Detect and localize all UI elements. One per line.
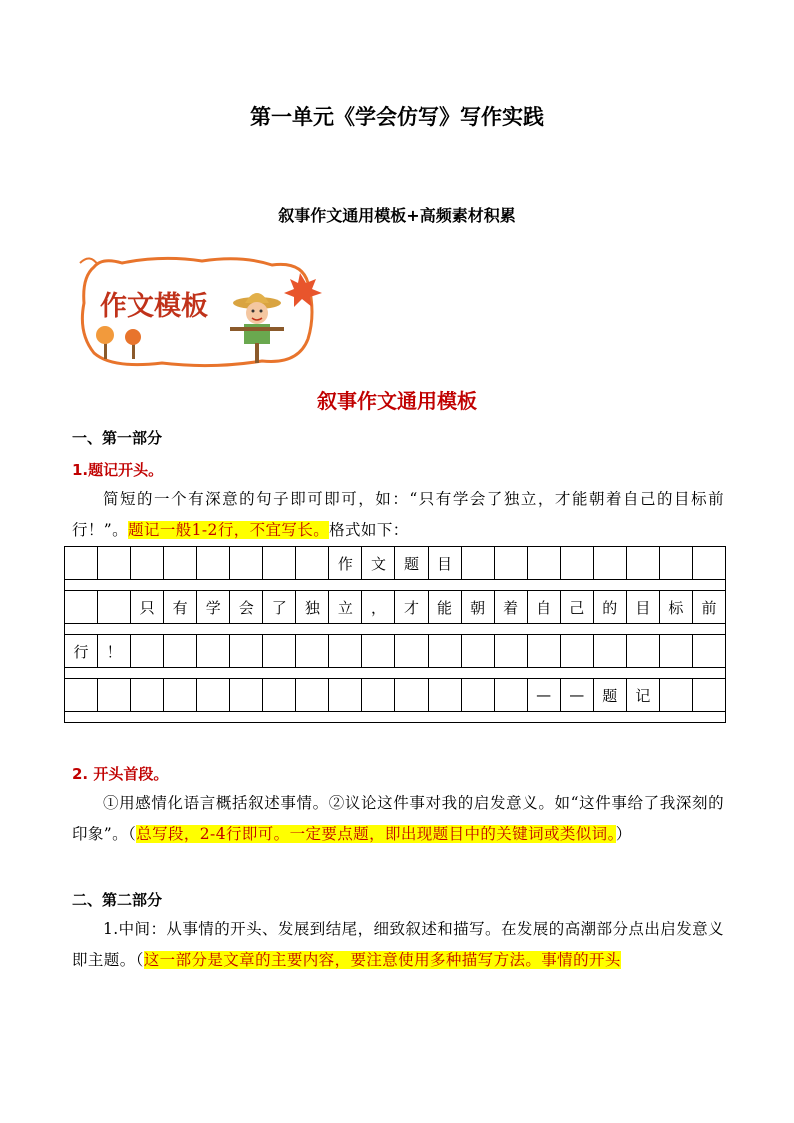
part1-item2-paragraph xyxy=(72,788,724,850)
grid-cell xyxy=(230,635,263,668)
grid-gap xyxy=(65,580,726,591)
grid-cell: 标 xyxy=(659,591,692,624)
grid-cell: 的 xyxy=(593,591,626,624)
grid-cell: ， xyxy=(362,591,395,624)
grid-cell xyxy=(98,591,131,624)
paragraph-text: 1.中间：从事情的开头、发展到结尾，细致叙述和描写。在发展的高潮部分点出启发意义即主题。（ xyxy=(72,920,724,969)
grid-cell xyxy=(131,635,164,668)
grid-cell xyxy=(65,679,98,712)
grid-cell xyxy=(329,679,362,712)
grid-row xyxy=(65,547,726,580)
grid-cell xyxy=(296,547,329,580)
grid-cell xyxy=(164,635,197,668)
paragraph-text: ） xyxy=(615,825,632,843)
grid-gap-cell xyxy=(65,712,726,723)
grid-cell xyxy=(296,635,329,668)
grid-cell: 作 xyxy=(329,547,362,580)
paragraph-text: 格式如下： xyxy=(329,521,409,539)
grid-cell: 学 xyxy=(197,591,230,624)
grid-cell xyxy=(65,547,98,580)
grid-cell: 朝 xyxy=(461,591,494,624)
grid-cell xyxy=(197,679,230,712)
grid-gap-cell xyxy=(65,624,726,635)
highlight-text: 2-4 xyxy=(199,825,226,843)
grid-gap xyxy=(65,712,726,723)
grid-row xyxy=(65,591,726,624)
grid-gap-cell xyxy=(65,668,726,679)
part2-heading: 二、第二部分 xyxy=(72,891,163,909)
grid-cell: 题 xyxy=(593,679,626,712)
grid-cell: 独 xyxy=(296,591,329,624)
highlight-text: 总写段， xyxy=(136,825,200,843)
grid-cell xyxy=(428,679,461,712)
paragraph-text: 简短的一个有深意的句子即可即可，如：“只有学会了独立，才能朝着自己的目标前行！”。 xyxy=(72,490,724,539)
grid-cell: 前 xyxy=(692,591,725,624)
grid-cell xyxy=(461,635,494,668)
grid-cell: 着 xyxy=(494,591,527,624)
grid-cell xyxy=(164,679,197,712)
part1-item1-paragraph xyxy=(72,484,724,546)
highlight-text: 题记一般 xyxy=(128,521,192,539)
highlight-text: 1-2 xyxy=(191,521,218,539)
section-title: 叙事作文通用模板 xyxy=(317,389,477,413)
grid-cell xyxy=(230,547,263,580)
part1-item2-heading: 2. 开头首段。 xyxy=(72,765,169,783)
grid-cell xyxy=(131,679,164,712)
grid-cell xyxy=(494,679,527,712)
banner-illustration xyxy=(72,253,334,371)
grid-cell xyxy=(527,635,560,668)
grid-cell: 行 xyxy=(65,635,98,668)
grid-cell xyxy=(428,635,461,668)
grid-row xyxy=(65,635,726,668)
grid-cell xyxy=(659,635,692,668)
grid-cell xyxy=(230,679,263,712)
grid-cell xyxy=(65,591,98,624)
grid-cell xyxy=(527,547,560,580)
grid-cell xyxy=(362,679,395,712)
grid-cell xyxy=(131,547,164,580)
grid-cell xyxy=(263,679,296,712)
page-title: 第一单元《学会仿写》写作实践 xyxy=(250,105,544,129)
grid-cell xyxy=(98,679,131,712)
highlight-text: 行即可。一定要点题，即出现题目中的关键词或类似词。 xyxy=(225,825,616,843)
grid-gap xyxy=(65,668,726,679)
grid-cell: 己 xyxy=(560,591,593,624)
grid-cell: 目 xyxy=(626,591,659,624)
part2-item1-paragraph xyxy=(72,914,724,976)
page-subtitle: 叙事作文通用模板+高频素材积累 xyxy=(278,206,516,225)
grid-cell xyxy=(461,547,494,580)
grid-cell xyxy=(197,547,230,580)
grid-cell xyxy=(296,679,329,712)
grid-cell: — xyxy=(560,679,593,712)
grid-cell: 目 xyxy=(428,547,461,580)
grid-cell xyxy=(692,547,725,580)
grid-cell xyxy=(197,635,230,668)
grid-cell xyxy=(593,635,626,668)
grid-cell xyxy=(494,635,527,668)
part1-heading: 一、第一部分 xyxy=(72,429,163,447)
grid-cell xyxy=(659,679,692,712)
banner-text: 作文模板 xyxy=(100,291,208,322)
grid-cell xyxy=(164,547,197,580)
grid-cell xyxy=(395,635,428,668)
grid-cell xyxy=(626,547,659,580)
grid-cell: 才 xyxy=(395,591,428,624)
grid-cell: ！ xyxy=(98,635,131,668)
grid-cell: 记 xyxy=(626,679,659,712)
grid-row xyxy=(65,679,726,712)
grid-cell: 了 xyxy=(263,591,296,624)
grid-cell xyxy=(263,547,296,580)
paragraph-text: ①用感情化语言概括叙述事情。②议论这件事对我的启发意义。如“这件事给了我深刻的印象”。（ xyxy=(72,794,724,843)
grid-cell xyxy=(395,679,428,712)
grid-cell xyxy=(692,679,725,712)
grid-cell: 自 xyxy=(527,591,560,624)
grid-gap-cell xyxy=(65,580,726,591)
grid-cell: 会 xyxy=(230,591,263,624)
highlight-text: 这一部分是文章的主要内容，要注意使用多种描写方法。事情的开头 xyxy=(143,951,621,969)
grid-cell xyxy=(362,635,395,668)
part1-item1-heading: 1.题记开头。 xyxy=(72,461,164,479)
grid-cell: 有 xyxy=(164,591,197,624)
grid-cell xyxy=(560,547,593,580)
grid-cell: 立 xyxy=(329,591,362,624)
grid-cell xyxy=(494,547,527,580)
highlight-text: 行，不宜写长。 xyxy=(217,521,330,539)
grid-cell xyxy=(263,635,296,668)
grid-gap xyxy=(65,624,726,635)
writing-grid xyxy=(64,546,726,723)
grid-cell xyxy=(692,635,725,668)
grid-cell xyxy=(461,679,494,712)
grid-cell: 只 xyxy=(131,591,164,624)
grid-cell: 文 xyxy=(362,547,395,580)
grid-cell xyxy=(329,635,362,668)
grid-cell xyxy=(593,547,626,580)
grid-cell: 能 xyxy=(428,591,461,624)
grid-cell xyxy=(560,635,593,668)
grid-cell: — xyxy=(527,679,560,712)
grid-cell xyxy=(659,547,692,580)
grid-cell: 题 xyxy=(395,547,428,580)
grid-cell xyxy=(626,635,659,668)
grid-cell xyxy=(98,547,131,580)
